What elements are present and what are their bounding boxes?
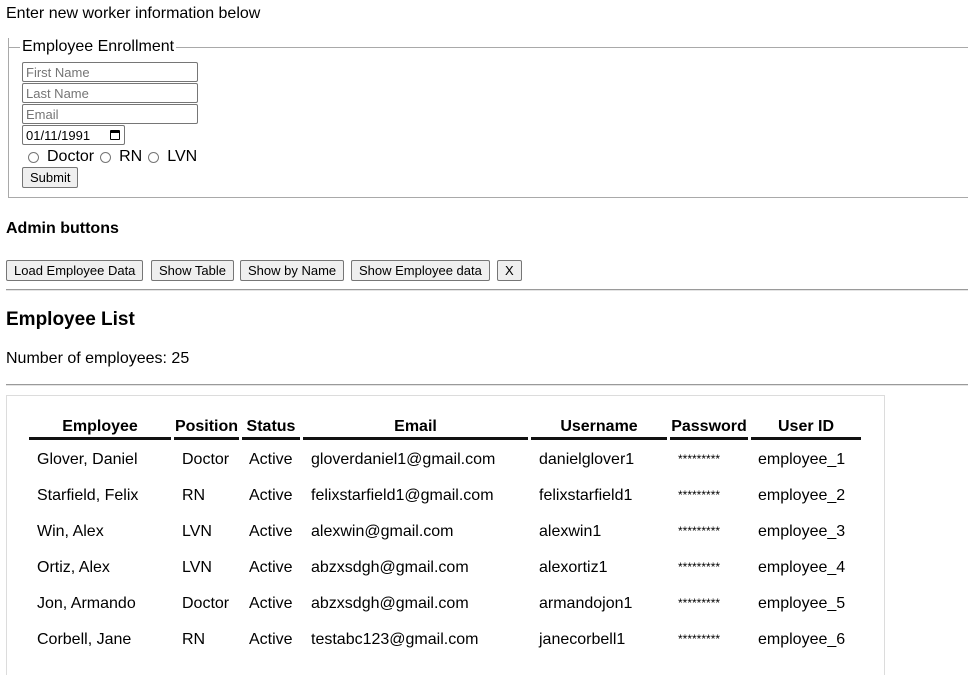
close-x-button[interactable]: X [497,260,522,281]
table-cell: alexwin1 [539,523,602,540]
table-cell: janecorbell1 [539,631,626,648]
header-user-id: User ID [777,418,835,435]
header-password: Password [671,418,747,435]
table-cell: ********* [678,596,721,610]
enrollment-legend-text: Employee Enrollment [22,38,175,55]
employee-count-value: 25 [171,350,190,367]
table-cell: Ortiz, Alex [37,559,110,576]
header-status: Status [246,418,296,435]
table-cell: Corbell, Jane [37,631,132,648]
table-cell: ********* [678,560,721,574]
enrollment-legend [8,38,968,56]
table-cell: employee_5 [758,595,846,612]
employee-count-line [6,350,189,368]
divider-2 [6,384,968,386]
radio-doctor-label: Doctor [47,148,95,165]
header-underline [242,437,300,440]
position-radio-group [22,148,197,166]
show-employee-data-button[interactable]: Show Employee data [351,260,490,281]
header-email: Email [394,418,437,435]
show-by-name-button[interactable]: Show by Name [240,260,344,281]
table-cell: employee_4 [758,559,846,576]
table-cell: Active [249,451,293,468]
table-cell: ********* [678,524,721,538]
header-employee: Employee [62,418,138,435]
table-cell: felixstarfield1 [539,487,633,504]
table-cell: ********* [678,632,721,646]
table-cell: Active [249,487,293,504]
table-cell: danielglover1 [539,451,635,468]
table-cell: Jon, Armando [37,595,136,612]
table-cell: Win, Alex [37,523,104,540]
admin-buttons-title: Admin buttons [6,220,119,237]
calendar-icon[interactable] [110,130,120,140]
table-cell: Doctor [182,595,230,612]
submit-button[interactable]: Submit [22,167,78,188]
table-cell: Active [249,631,293,648]
table-cell: Doctor [182,451,230,468]
table-cell: Active [249,559,293,576]
radio-lvn[interactable] [148,152,159,163]
radio-rn[interactable] [100,152,111,163]
table-cell: employee_1 [758,451,846,468]
table-cell: ********* [678,488,721,502]
header-underline [29,437,171,440]
header-underline [670,437,748,440]
table-cell: LVN [182,559,212,576]
table-cell: LVN [182,523,212,540]
date-value: 01/11/1991 [26,127,91,143]
table-cell: employee_2 [758,487,846,504]
header-underline [531,437,667,440]
table-cell: testabc123@gmail.com [311,631,479,648]
header-underline [751,437,861,440]
table-cell: Starfield, Felix [37,487,139,504]
radio-rn-label: RN [119,148,143,165]
table-cell: gloverdaniel1@gmail.com [311,451,496,468]
header-username: Username [560,418,638,435]
load-employee-data-button[interactable]: Load Employee Data [6,260,143,281]
date-of-birth-input[interactable] [22,125,125,145]
table-cell: RN [182,631,206,648]
table-cell: abzxsdgh@gmail.com [311,595,469,612]
table-cell: employee_6 [758,631,846,648]
table-cell: employee_3 [758,523,846,540]
header-underline [174,437,239,440]
table-cell: Active [249,595,293,612]
header-underline [303,437,528,440]
radio-doctor[interactable] [28,152,39,163]
table-cell: ********* [678,452,721,466]
table-cell: felixstarfield1@gmail.com [311,487,494,504]
table-cell: RN [182,487,206,504]
table-cell: armandojon1 [539,595,633,612]
table-cell: alexwin@gmail.com [311,523,454,540]
radio-lvn-label: LVN [167,148,198,165]
employee-list-title: Employee List [6,309,135,330]
employee-count-label: Number of employees: [6,350,167,367]
header-position: Position [174,418,239,435]
intro-text: Enter new worker information below [6,5,261,22]
email-input[interactable] [22,104,198,124]
table-cell: Active [249,523,293,540]
divider-1 [6,289,968,291]
last-name-input[interactable] [22,83,198,103]
table-cell: alexortiz1 [539,559,608,576]
show-table-button[interactable]: Show Table [151,260,234,281]
first-name-input[interactable] [22,62,198,82]
table-cell: Glover, Daniel [37,451,138,468]
table-cell: abzxsdgh@gmail.com [311,559,469,576]
